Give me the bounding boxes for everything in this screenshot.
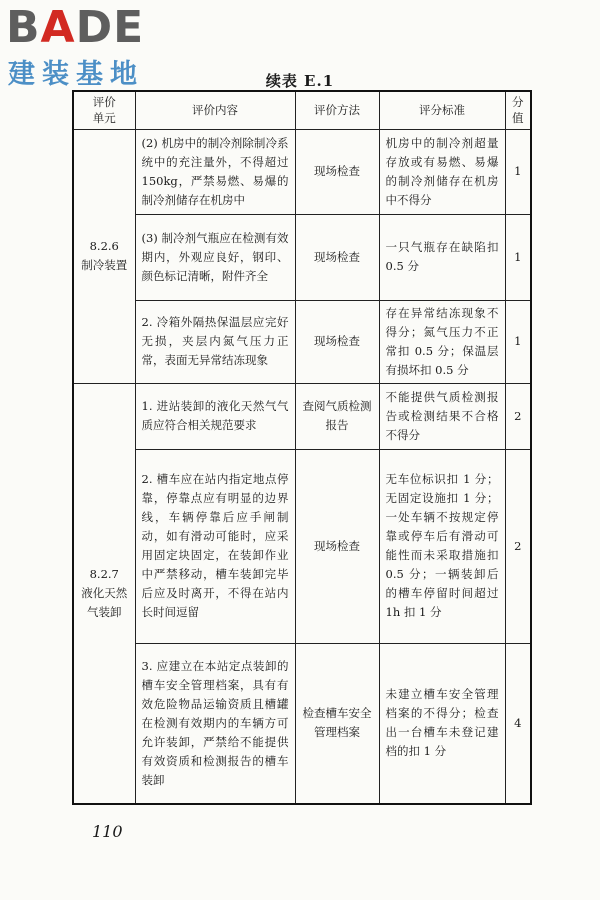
table-row	[73, 214, 531, 300]
header-content: 评价内容	[135, 91, 295, 129]
table-header-row	[73, 91, 531, 129]
criteria-cell: 不能提供气质检测报告或检测结果不合格不得分	[379, 383, 505, 449]
content-cell: 1. 进站装卸的液化天然气气质应符合相关规范要求	[135, 383, 295, 449]
method-cell: 检查槽车安全管理档案	[295, 643, 379, 804]
score-cell: 1	[505, 129, 531, 214]
method-cell: 现场检查	[295, 214, 379, 300]
content-cell: 2. 冷箱外隔热保温层应完好无损，夹层内氮气压力正常，表面无异常结冻现象	[135, 300, 295, 383]
table-row	[73, 449, 531, 643]
header-score: 分 值	[505, 91, 531, 129]
content-cell: (2) 机房中的制冷剂除制冷系统中的充注量外，不得超过 150kg，严禁易燃、易爆的制冷剂储存在机房中	[135, 129, 295, 214]
criteria-cell: 未建立槽车安全管理档案的不得分；检查出一台槽车未登记建档的扣 1 分	[379, 643, 505, 804]
page-number: 110	[92, 822, 123, 841]
table-row	[73, 643, 531, 804]
criteria-cell: 机房中的制冷剂超量存放或有易燃、易爆的制冷剂储存在机房中不得分	[379, 129, 505, 214]
evaluation-table	[72, 90, 532, 805]
unit-cell: 8.2.7 液化天然 气装卸	[73, 383, 135, 804]
content-cell: 3. 应建立在本站定点装卸的槽车安全管理档案，具有有效危险物品运输资质且槽罐在检测有效期内的车辆方可允许装卸，严禁给不能提供有效资质和检测报告的槽车装卸	[135, 643, 295, 804]
score-cell: 1	[505, 214, 531, 300]
header-unit: 评价 单元	[73, 91, 135, 129]
criteria-cell: 无车位标识扣 1 分；无固定设施扣 1 分；一处车辆不按规定停靠或停车后有滑动可能性而未采取措施扣 0.5 分；一辆装卸后的槽车停留时间超过 1h 扣 1 分	[379, 449, 505, 643]
table-row	[73, 383, 531, 449]
header-criteria: 评分标准	[379, 91, 505, 129]
logo-wordmark: BADE	[6, 2, 145, 53]
content-cell: 2. 槽车应在站内指定地点停靠，停靠点应有明显的边界线，车辆停靠后应手闸制动，如有滑动可能时，应采用固定块固定，在装卸作业中严禁移动，槽车装卸完毕后应及时离开，不得在站内长时间逗留	[135, 449, 295, 643]
logo-subtitle: 建装基地	[8, 59, 144, 90]
table-row	[73, 129, 531, 214]
content-cell: (3) 制冷剂气瓶应在检测有效期内，外观应良好，钢印、颜色标记清晰，附件齐全	[135, 214, 295, 300]
table-row	[73, 300, 531, 383]
score-cell: 2	[505, 383, 531, 449]
header-method: 评价方法	[295, 91, 379, 129]
method-cell: 查阅气质检测报告	[295, 383, 379, 449]
score-cell: 1	[505, 300, 531, 383]
method-cell: 现场检查	[295, 300, 379, 383]
score-cell: 2	[505, 449, 531, 643]
table-caption: 续表 E.1	[265, 72, 335, 90]
score-cell: 4	[505, 643, 531, 804]
criteria-cell: 一只气瓶存在缺陷扣 0.5 分	[379, 214, 505, 300]
method-cell: 现场检查	[295, 449, 379, 643]
criteria-cell: 存在异常结冻现象不得分；氮气压力不正常扣 0.5 分；保温层有损坏扣 0.5 分	[379, 300, 505, 383]
method-cell: 现场检查	[295, 129, 379, 214]
unit-cell: 8.2.6 制冷装置	[73, 129, 135, 383]
